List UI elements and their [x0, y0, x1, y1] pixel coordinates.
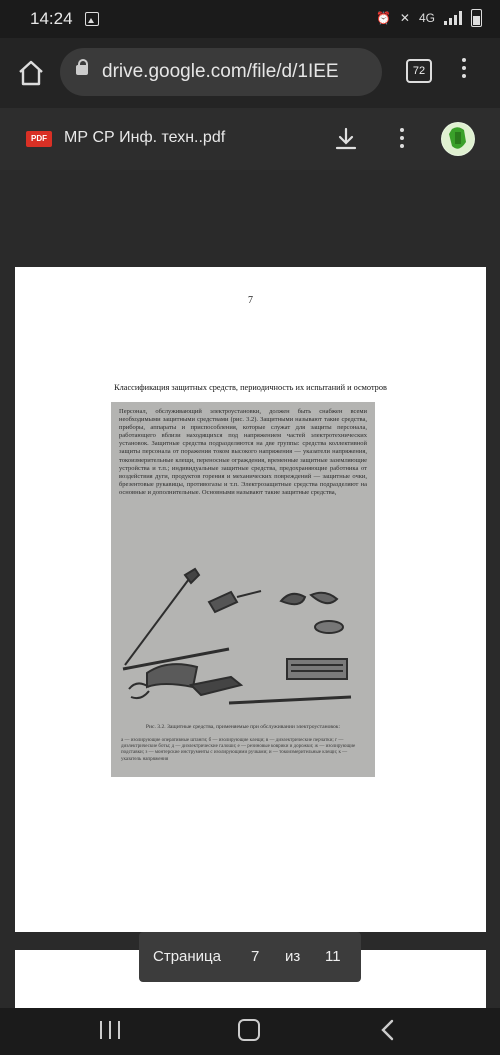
page-indicator-of: из	[285, 948, 301, 965]
status-bar	[0, 0, 500, 38]
scan-body-text: Персонал, обслуживающий электроустановки, должен быть снабжен всеми необходимыми защитными средствами (рис. 3.2). Защитными называют такие средства, приборы, аппараты и приспособления, которые служат для защиты персонала, работающего вблизи находящихся под напряжением частей электротехнических установок. Защитные средства подразделяются на две группы: средства коллективной защиты персонала от поражения током высокого напряжения — указатели напряжения, токоизмерительные клещи, переносные ограждения, временные защитные заземляющие устройства и т.п.; индивидуальные защитные средства, предохраняющие работника от воздействия дуги, продуктов горения и механических повреждений — защитные очки, брезентовые рукавицы, противогазы и т.п. Электрозащитные средства подразделяют на основные и дополнительные. Основными называют такие защитные средства,	[119, 408, 367, 496]
total-pages: 11	[325, 948, 341, 965]
system-nav-bar	[0, 1008, 500, 1055]
nav-home-icon[interactable]	[238, 1019, 260, 1041]
back-icon[interactable]	[380, 1019, 394, 1041]
protective-equipment-illustration	[111, 557, 375, 722]
pdf-file-icon: PDF	[26, 131, 52, 147]
document-viewport[interactable]	[0, 170, 500, 1008]
pdf-page	[15, 267, 486, 932]
page-indicator	[139, 932, 361, 982]
status-time: 14:24	[30, 9, 73, 28]
recent-apps-icon[interactable]	[100, 1021, 120, 1039]
signal-icon	[444, 11, 462, 25]
download-icon[interactable]	[334, 126, 358, 152]
home-icon[interactable]	[16, 58, 46, 88]
figure-legend: а — изолирующие оперативные штанги; б — изолирующие клещи; в — диэлектрические перчатки; г — диэлектрические боты; д — диэлектрические галоши; е — резиновые коврики и дорожки; ж — изолирующие подставки; з — монтерские инструменты с изолирующими ручками; и — токоизмерительные клещи; к — указатель напряжения	[121, 738, 356, 762]
image-notification-icon	[85, 12, 99, 26]
lock-icon	[76, 65, 88, 75]
browser-menu-icon[interactable]	[462, 58, 468, 82]
battery-icon	[471, 9, 482, 27]
address-bar[interactable]	[60, 48, 382, 96]
page-indicator-label: Страница	[153, 948, 221, 965]
page-heading: Классификация защитных средств, периодичность их испытаний и осмотров	[114, 383, 387, 392]
figure-caption: Рис. 3.2. Защитные средства, применяемые при обслуживании электроустановок:	[145, 724, 341, 730]
status-indicators	[376, 9, 482, 27]
more-vert-icon[interactable]	[400, 128, 406, 152]
url-text: drive.google.com/file/d/1IEE	[102, 61, 339, 82]
tab-switcher-button[interactable]: 72	[406, 59, 432, 83]
file-title: МР СР Инф. техн..pdf	[64, 129, 226, 146]
current-page: 7	[251, 948, 260, 965]
network-type: 4G	[418, 11, 435, 25]
alarm-icon: ⏰	[375, 11, 391, 25]
scanned-image	[111, 402, 375, 777]
pdf-viewer-header	[0, 108, 500, 170]
mute-icon: ✕	[399, 11, 410, 25]
avatar[interactable]	[441, 122, 475, 156]
page-number: 7	[248, 295, 253, 306]
browser-toolbar	[0, 38, 500, 108]
